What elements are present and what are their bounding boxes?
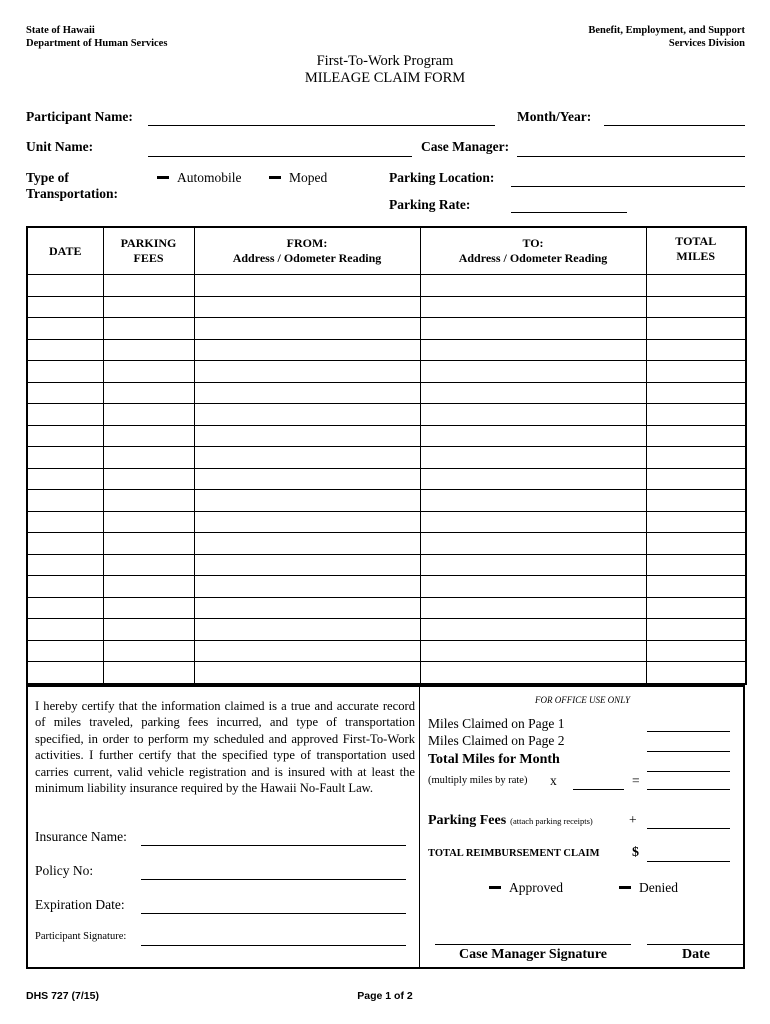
from-cell[interactable] <box>194 425 420 447</box>
from-cell[interactable] <box>194 490 420 512</box>
from-cell[interactable] <box>194 296 420 318</box>
parking-fees-cell[interactable] <box>103 339 194 361</box>
unit-name-field[interactable] <box>148 156 412 157</box>
participant-name-field[interactable] <box>148 125 495 126</box>
equals-sign: = <box>632 773 640 788</box>
date-cell[interactable] <box>27 597 103 619</box>
date-cell[interactable] <box>27 382 103 404</box>
total-miles-cell[interactable] <box>646 490 746 512</box>
mileage-amount-field[interactable] <box>647 789 730 790</box>
total-miles-column-header: TOTAL MILES <box>646 227 746 275</box>
expiration-date-label: Expiration Date: <box>35 897 125 912</box>
participant-signature-label: Participant Signature: <box>35 931 127 942</box>
certification-box <box>26 685 745 969</box>
total-miles-cell[interactable] <box>646 533 746 555</box>
expiration-date-field[interactable] <box>141 913 406 914</box>
total-miles-cell[interactable] <box>646 447 746 469</box>
parking-fees-cell[interactable] <box>103 318 194 340</box>
parking-fees-cell[interactable] <box>103 619 194 641</box>
agency-header <box>26 24 167 50</box>
to-cell[interactable] <box>420 533 646 555</box>
from-cell[interactable] <box>194 318 420 340</box>
approved-option[interactable] <box>489 880 563 896</box>
multiply-note: (multiply miles by rate) <box>428 775 528 786</box>
table-row <box>27 318 746 340</box>
case-manager-signature-label: Case Manager Signature <box>458 947 608 962</box>
from-cell[interactable] <box>194 619 420 641</box>
date-cell[interactable] <box>27 275 103 297</box>
automobile-label: Automobile <box>177 170 242 185</box>
date-cell[interactable] <box>27 425 103 447</box>
policy-no-label: Policy No: <box>35 863 94 878</box>
date-cell[interactable] <box>27 554 103 576</box>
approved-checkbox[interactable] <box>489 886 501 889</box>
to-cell[interactable] <box>420 425 646 447</box>
total-miles-cell[interactable] <box>646 468 746 490</box>
from-cell[interactable] <box>194 597 420 619</box>
from-cell[interactable] <box>194 361 420 383</box>
type-of-text: Type of <box>26 170 69 185</box>
automobile-checkbox[interactable] <box>157 176 169 179</box>
total-miles-cell[interactable] <box>646 554 746 576</box>
participant-name-label: Participant Name: <box>26 109 133 124</box>
date-cell[interactable] <box>27 296 103 318</box>
total-miles-label: Total Miles for Month <box>428 752 560 767</box>
moped-checkbox[interactable] <box>269 176 281 179</box>
table-header-row <box>27 227 746 275</box>
table-row <box>27 382 746 404</box>
miles-page1-field[interactable] <box>647 731 730 732</box>
total-miles-cell[interactable] <box>646 425 746 447</box>
program-name: First-To-Work Program <box>316 53 454 69</box>
total-miles-cell[interactable] <box>646 382 746 404</box>
parking-rate-field[interactable] <box>511 212 627 213</box>
parking-fees-cell[interactable] <box>103 640 194 662</box>
from-cell[interactable] <box>194 576 420 598</box>
to-cell[interactable] <box>420 490 646 512</box>
miles-page2-label: Miles Claimed on Page 2 <box>428 733 565 748</box>
to-cell[interactable] <box>420 640 646 662</box>
approved-label: Approved <box>509 880 563 895</box>
parking-fees-cell[interactable] <box>103 662 194 684</box>
page-number: Page 1 of 2 <box>357 990 413 1002</box>
total-miles-cell[interactable] <box>646 339 746 361</box>
parking-fees-label: Parking Fees <box>428 813 507 828</box>
date-cell[interactable] <box>27 447 103 469</box>
parking-fees-cell[interactable] <box>103 597 194 619</box>
denied-option[interactable] <box>619 880 678 896</box>
denied-checkbox[interactable] <box>619 886 631 889</box>
miles-page1-label: Miles Claimed on Page 1 <box>428 716 565 731</box>
to-cell[interactable] <box>420 576 646 598</box>
parking-fees-cell[interactable] <box>103 490 194 512</box>
table-row <box>27 447 746 469</box>
parking-fees-cell[interactable] <box>103 554 194 576</box>
total-miles-cell[interactable] <box>646 619 746 641</box>
date-cell[interactable] <box>27 533 103 555</box>
to-cell[interactable] <box>420 597 646 619</box>
to-cell[interactable] <box>420 296 646 318</box>
table-body <box>27 275 746 684</box>
table-row <box>27 640 746 662</box>
parking-fees-column-header: PARKING FEES <box>103 227 194 275</box>
from-cell[interactable] <box>194 447 420 469</box>
rate-field[interactable] <box>573 789 624 790</box>
division-line2: Services Division <box>668 38 745 49</box>
table-row <box>27 361 746 383</box>
form-title: MILEAGE CLAIM FORM <box>304 70 466 86</box>
from-cell[interactable] <box>194 404 420 426</box>
date-cell[interactable] <box>27 490 103 512</box>
transportation-text: Transportation: <box>26 186 119 201</box>
table-row <box>27 490 746 512</box>
table-row <box>27 511 746 533</box>
dollar-sign: $ <box>632 845 639 860</box>
total-miles-cell[interactable] <box>646 318 746 340</box>
automobile-option[interactable] <box>157 170 242 186</box>
parking-location-field[interactable] <box>511 186 745 187</box>
agency-line1: State of Hawaii <box>26 25 95 36</box>
agency-line2: Department of Human Services <box>26 38 168 49</box>
to-cell[interactable] <box>420 554 646 576</box>
from-cell[interactable] <box>194 339 420 361</box>
to-cell[interactable] <box>420 361 646 383</box>
division-line1: Benefit, Employment, and Support <box>588 25 745 36</box>
month-year-label: Month/Year: <box>517 109 592 124</box>
table-row <box>27 404 746 426</box>
total-miles-cell[interactable] <box>646 296 746 318</box>
unit-name-label: Unit Name: <box>26 139 94 154</box>
to-cell[interactable] <box>420 619 646 641</box>
office-use-heading: FOR OFFICE USE ONLY <box>534 695 631 705</box>
signature-date-line[interactable] <box>647 944 745 945</box>
total-claim-field[interactable] <box>647 861 730 862</box>
parking-fees-cell[interactable] <box>103 576 194 598</box>
moped-option[interactable] <box>269 170 327 186</box>
table-row <box>27 425 746 447</box>
to-cell[interactable] <box>420 275 646 297</box>
table-row <box>27 662 746 684</box>
to-cell[interactable] <box>420 468 646 490</box>
signature-date-label: Date <box>682 947 710 962</box>
case-manager-label: Case Manager: <box>421 139 510 154</box>
month-year-field[interactable] <box>604 125 745 126</box>
mileage-log-table <box>26 226 747 685</box>
parking-fees-cell[interactable] <box>103 533 194 555</box>
form-number: DHS 727 (7/15) <box>26 990 99 1002</box>
total-miles-cell[interactable] <box>646 275 746 297</box>
total-miles-cell[interactable] <box>646 640 746 662</box>
table-row <box>27 275 746 297</box>
table-row <box>27 296 746 318</box>
total-miles-cell[interactable] <box>646 404 746 426</box>
date-cell[interactable] <box>27 318 103 340</box>
parking-fees-field[interactable] <box>647 828 730 829</box>
parking-location-label: Parking Location: <box>389 170 495 185</box>
parking-fees-cell[interactable] <box>103 511 194 533</box>
table-row <box>27 533 746 555</box>
date-cell[interactable] <box>27 640 103 662</box>
to-cell[interactable] <box>420 318 646 340</box>
from-cell[interactable] <box>194 640 420 662</box>
parking-fees-cell[interactable] <box>103 447 194 469</box>
parking-fees-cell[interactable] <box>103 275 194 297</box>
to-cell[interactable] <box>420 339 646 361</box>
table-row <box>27 468 746 490</box>
case-manager-signature-line[interactable] <box>435 944 631 945</box>
to-cell[interactable] <box>420 511 646 533</box>
total-miles-cell[interactable] <box>646 511 746 533</box>
parking-fees-cell[interactable] <box>103 425 194 447</box>
date-cell[interactable] <box>27 511 103 533</box>
to-cell[interactable] <box>420 404 646 426</box>
table-row <box>27 339 746 361</box>
to-cell[interactable] <box>420 447 646 469</box>
to-cell[interactable] <box>420 382 646 404</box>
denied-label: Denied <box>639 880 678 895</box>
participant-signature-field[interactable] <box>141 945 406 946</box>
from-cell[interactable] <box>194 468 420 490</box>
to-column-header: TO: Address / Odometer Reading <box>420 227 646 275</box>
box-divider <box>419 687 420 967</box>
total-miles-field[interactable] <box>647 771 730 772</box>
total-miles-cell[interactable] <box>646 576 746 598</box>
parking-fees-cell[interactable] <box>103 382 194 404</box>
policy-no-field[interactable] <box>141 879 406 880</box>
parking-fees-cell[interactable] <box>103 296 194 318</box>
table-row <box>27 597 746 619</box>
total-miles-cell[interactable] <box>646 597 746 619</box>
from-cell[interactable] <box>194 662 420 684</box>
date-cell[interactable] <box>27 619 103 641</box>
attach-receipts-note: (attach parking receipts) <box>510 816 593 826</box>
date-cell[interactable] <box>27 361 103 383</box>
from-cell[interactable] <box>194 382 420 404</box>
date-cell[interactable] <box>27 339 103 361</box>
from-cell[interactable] <box>194 533 420 555</box>
parking-rate-label: Parking Rate: <box>389 197 471 212</box>
date-cell[interactable] <box>27 662 103 684</box>
certification-text: I hereby certify that the information claimed is a true and accurate record of miles traveled, parking fees incurred, and type of transportation specified, in order to perform my scheduled and approved First-To-Work activities. I further certify that the specified type of transportation used carries current, valid vehicle registration and is insured with at least the minimum liability insurance required by the Hawaii No-Fault Law. <box>35 699 415 796</box>
insurance-name-label: Insurance Name: <box>35 829 127 844</box>
parking-fees-cell[interactable] <box>103 468 194 490</box>
moped-label: Moped <box>289 170 328 185</box>
parking-fees-row <box>428 811 593 829</box>
miles-page2-field[interactable] <box>647 751 730 752</box>
date-column-header: DATE <box>27 227 103 275</box>
case-manager-field[interactable] <box>517 156 745 157</box>
table-row <box>27 576 746 598</box>
date-cell[interactable] <box>27 468 103 490</box>
plus-sign: + <box>629 812 637 827</box>
date-cell[interactable] <box>27 404 103 426</box>
total-miles-cell[interactable] <box>646 361 746 383</box>
insurance-name-field[interactable] <box>141 845 406 846</box>
parking-fees-cell[interactable] <box>103 404 194 426</box>
from-cell[interactable] <box>194 275 420 297</box>
table-row <box>27 554 746 576</box>
total-claim-label: TOTAL REIMBURSEMENT CLAIM <box>428 848 600 859</box>
from-column-header: FROM: Address / Odometer Reading <box>194 227 420 275</box>
multiply-x: x <box>550 773 557 788</box>
parking-fees-cell[interactable] <box>103 361 194 383</box>
to-cell[interactable] <box>420 662 646 684</box>
form-title-block <box>0 53 770 87</box>
division-header <box>588 24 745 50</box>
table-row <box>27 619 746 641</box>
transport-type-label <box>26 170 118 202</box>
total-miles-cell[interactable] <box>646 662 746 684</box>
from-cell[interactable] <box>194 511 420 533</box>
date-cell[interactable] <box>27 576 103 598</box>
from-cell[interactable] <box>194 554 420 576</box>
